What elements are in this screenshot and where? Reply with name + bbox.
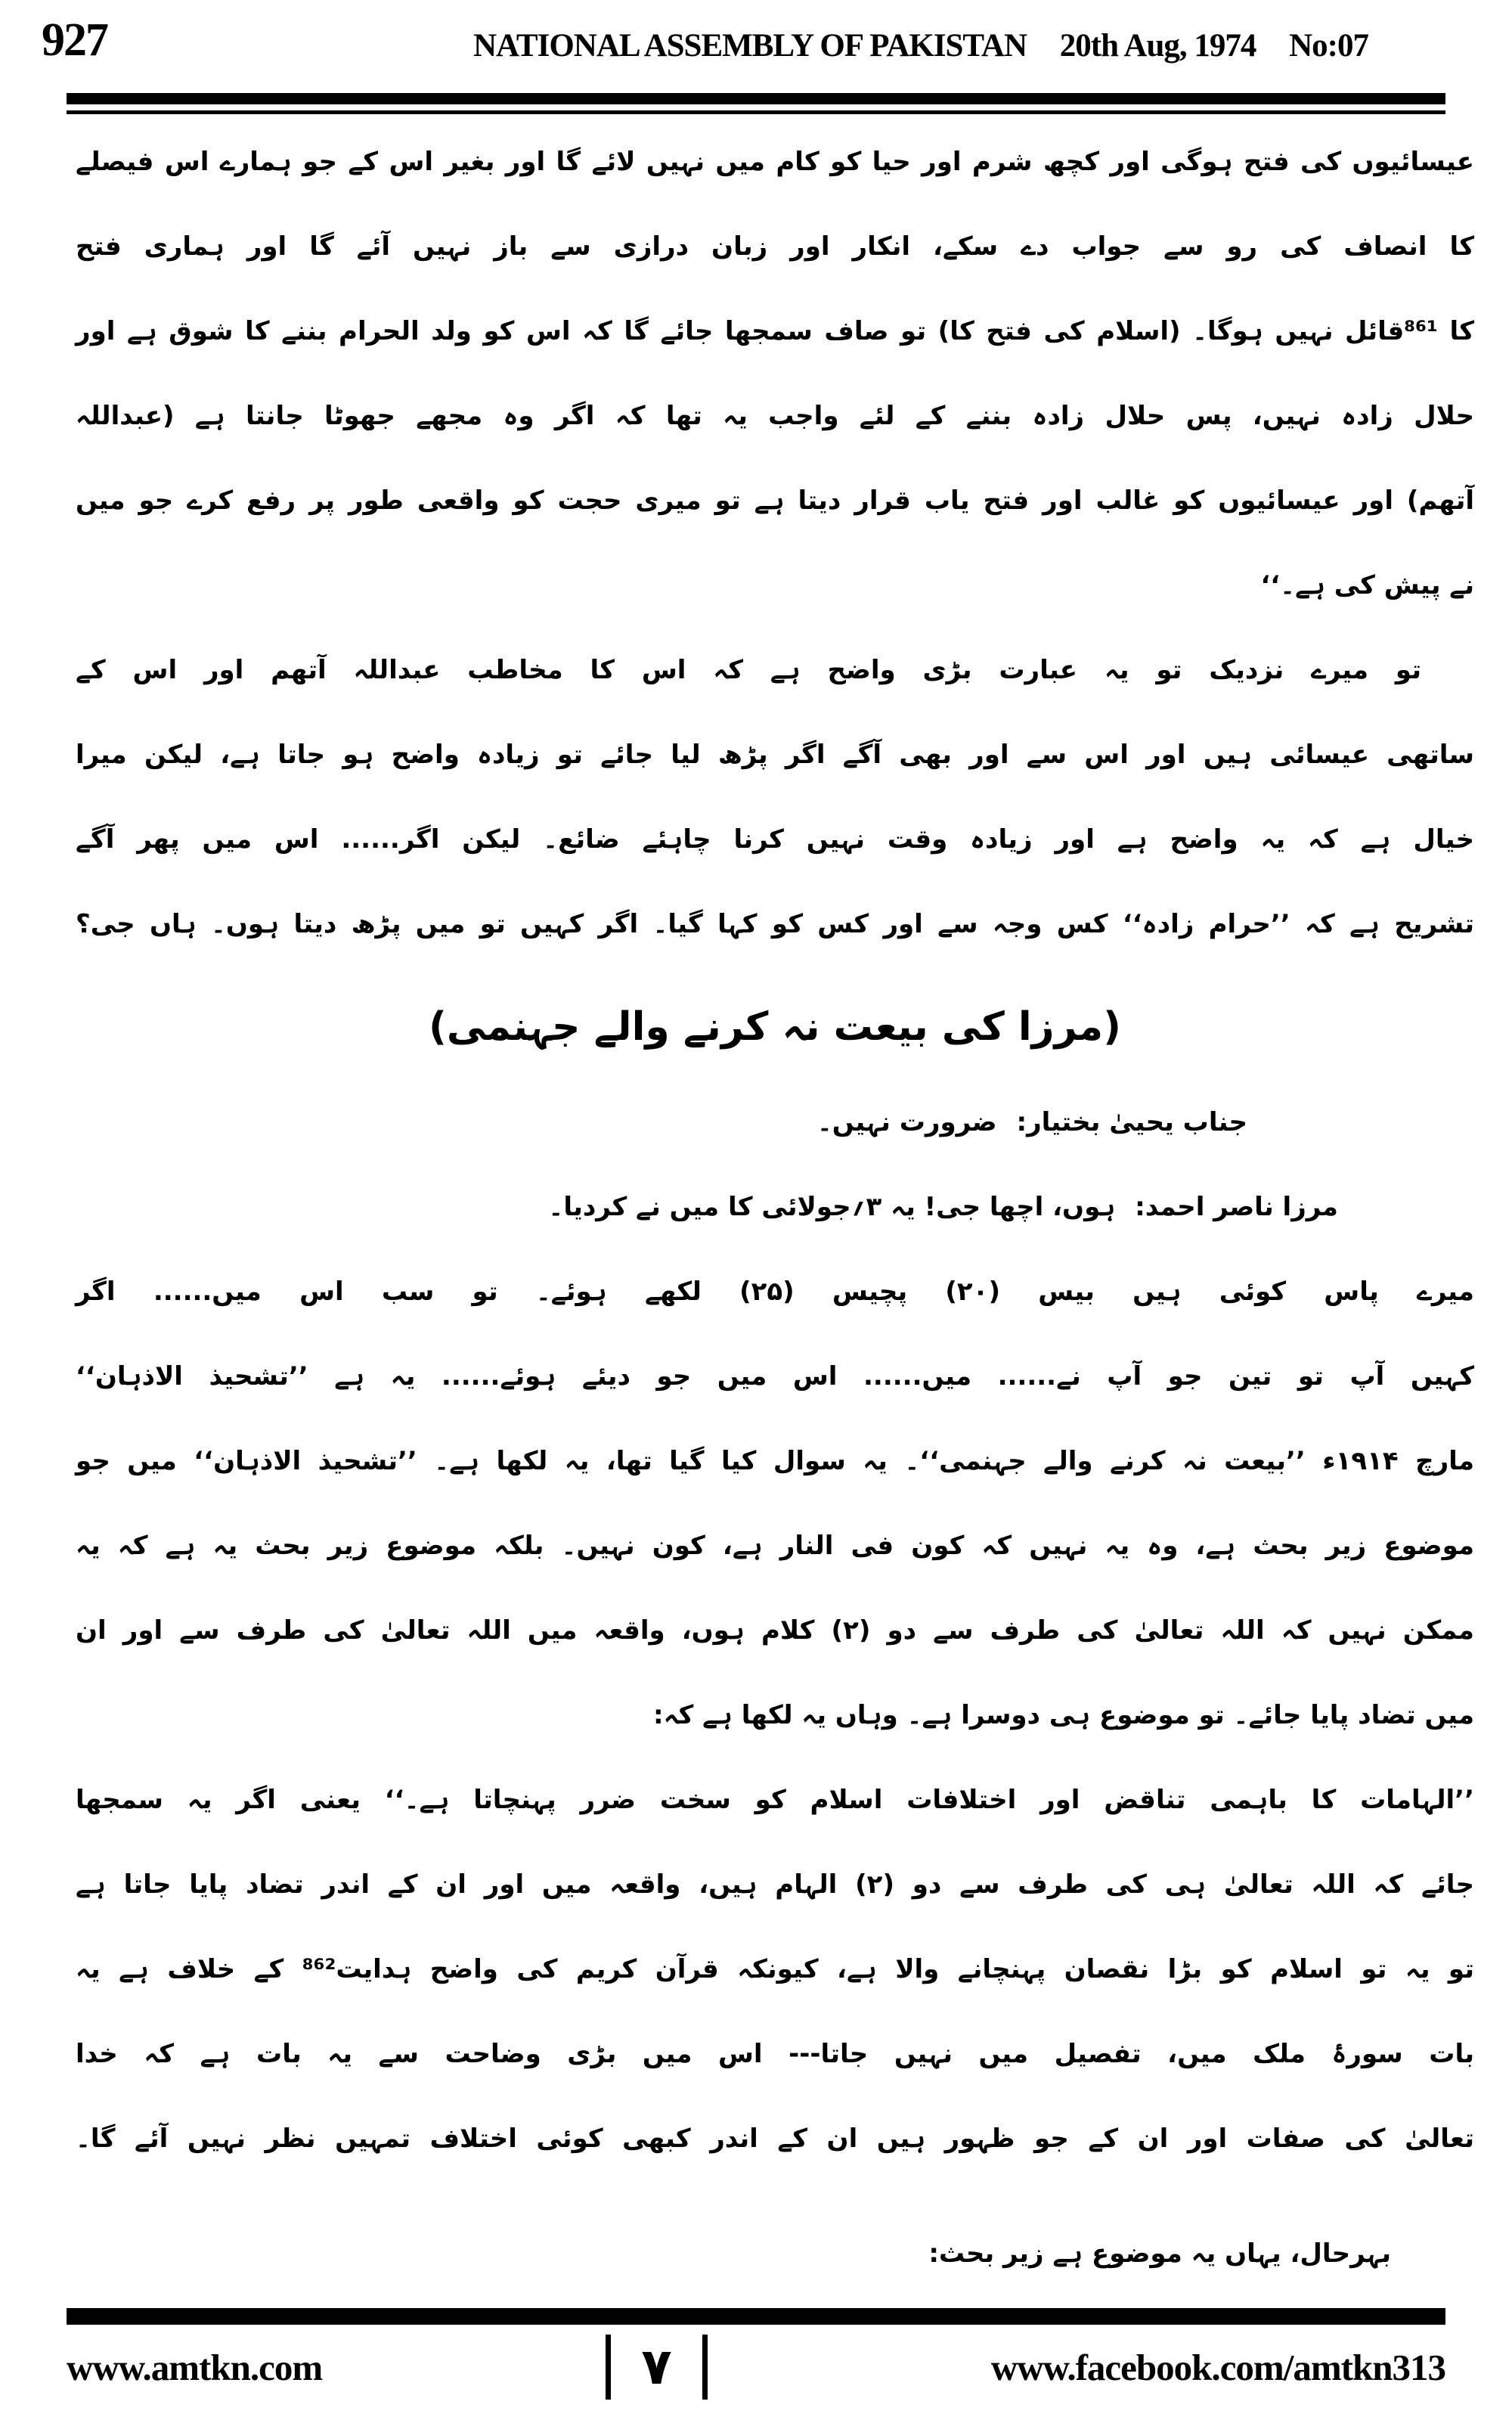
header-rule-thick <box>67 93 1445 104</box>
text-line: ’’الہامات کا باہمی تناقض اور اختلافات اسلام کو سخت ضرر پہنچاتا ہے۔‘‘ یعنی اگر یہ سمجھا <box>76 1785 1474 1815</box>
text-line: تشریح ہے کہ ’’حرام زادہ‘‘ کس وجہ سے اور کس کو کہا گیا۔ اگر کہیں تو میں پڑھ دیتا ہوں۔ ہاں جی؟ <box>76 909 1474 939</box>
separator-bar-left <box>606 2335 611 2400</box>
footer-center <box>606 2335 707 2400</box>
page-header <box>0 0 1512 91</box>
text-line: آتھم) اور عیسائیوں کو غالب اور فتح یاب قرار دیتا ہے تو میری حجت کو واقعی طور پر رفع کرے جو میں <box>76 486 1474 516</box>
page-footer <box>67 2331 1445 2403</box>
text-line: ممکن نہیں کہ اللہ تعالیٰ کی طرف سے دو (۲) کلام ہوں، واقعہ میں اللہ تعالیٰ کی طرف سے اور ان <box>76 1615 1474 1646</box>
closing-line: بہرحال، یہاں یہ موضوع ہے زیر بحث: <box>928 2238 1391 2269</box>
text-line: میرے پاس کوئی ہیں بیس (۲۰) پچیس (۲۵) لکھے ہوئے۔ تو سب اس میں...... اگر <box>76 1277 1474 1307</box>
text-line: کہیں آپ تو تین جو آپ نے...... میں...... اس میں جو دیئے ہوئے...... یہ ہے ’’تشحیذ الاذہان‘‘ <box>76 1361 1474 1392</box>
issue-number: No:07 <box>1289 28 1368 64</box>
page-number: 927 <box>42 14 107 66</box>
text-line: عیسائیوں کی فتح ہوگی اور کچھ شرم اور حیا کو کام میں نہیں لائے گا اور بغیر اس کے جو ہمارے اس فیصلے <box>76 147 1474 177</box>
header-title <box>473 27 1368 64</box>
speaker-line <box>76 1080 1474 1165</box>
body-text <box>76 119 1474 2296</box>
text-line: کا انصاف کی رو سے جواب دے سکے، انکار اور زبان درازی سے باز نہیں آئے گا اور ہماری فتح <box>76 231 1474 262</box>
speaker-text: ہوں، اچھا جی! یہ ۳؍جولائی کا میں نے کردیا۔ <box>548 1192 1116 1222</box>
text-line: تو میرے نزدیک تو یہ عبارت بڑی واضح ہے کہ اس کا مخاطب عبداللہ آتھم اور اس کے <box>76 655 1421 685</box>
text-line: مارچ ۱۹۱۴ء ’’بیعت نہ کرنے والے جہنمی‘‘۔ یہ سوال کیا گیا تھا، یہ لکھا ہے۔ ’’تشحیذ الاذہان‘‘ میں جو <box>76 1446 1474 1476</box>
text-line: خیال ہے کہ یہ واضح ہے اور زیادہ وقت نہیں کرنا چاہئے ضائع۔ لیکن اگر...... اس میں پھر آگے <box>76 824 1474 855</box>
text-line: موضوع زیر بحث ہے، وہ یہ نہیں کہ کون فی النار ہے، کون نہیں۔ بلکہ موضوع زیر بحث یہ ہے کہ یہ <box>76 1531 1474 1561</box>
text-line: میں تضاد پایا جائے۔ تو موضوع ہی دوسرا ہے۔ وہاں یہ لکھا ہے کہ: <box>652 1700 1474 1730</box>
text-line: تعالیٰ کی صفات اور ان کے جو ظہور ہیں ان کے اندر کبھی کوئی اختلاف تمہیں نظر نہیں آئے گا۔ <box>76 2124 1474 2154</box>
text-line: بات سورۂ ملک میں، تفصیل میں نہیں جاتا--- اس میں بڑی وضاحت سے یہ بات ہے کہ خدا <box>76 2039 1474 2069</box>
section-heading: (مرزا کی بیعت نہ کرنے والے جہنمی) <box>429 1004 1121 1050</box>
website-link[interactable]: www.amtkn.com <box>67 2346 323 2388</box>
speaker-name: مرزا ناصر احمد: <box>1135 1192 1338 1222</box>
footer-rule <box>67 2308 1445 2325</box>
speaker-text: ضرورت نہیں۔ <box>816 1107 997 1137</box>
text-line: حلال زادہ نہیں، پس حلال زادہ بننے کے لئے واجب یہ تھا کہ اگر وہ مجھے جھوٹا جانتا ہے (عبداللہ <box>76 401 1474 431</box>
speaker-line <box>76 1165 1474 1249</box>
separator-bar-right <box>702 2335 708 2400</box>
text-line: جائے کہ اللہ تعالیٰ ہی کی طرف سے دو (۲) الہام ہیں، واقعہ میں اور ان کے اندر تضاد پایا جاتا ہے <box>76 1869 1474 1900</box>
urdu-page-number: ۷ <box>641 2338 672 2396</box>
session-date: 20th Aug, 1974 <box>1059 28 1256 64</box>
speaker-name: جناب یحییٰ بختیار: <box>1016 1107 1247 1137</box>
facebook-link[interactable]: www.facebook.com/amtkn313 <box>990 2346 1445 2388</box>
assembly-title: NATIONAL ASSEMBLY OF PAKISTAN <box>473 28 1027 64</box>
header-rule-thin <box>67 110 1445 114</box>
text-line: کا ⁸⁶¹قائل نہیں ہوگا۔ (اسلام کی فتح کا) تو صاف سمجھا جائے گا کہ اس کو ولد الحرام بننے کا شوق ہے اور <box>76 316 1474 346</box>
text-line: تو یہ تو اسلام کو بڑا نقصان پہنچانے والا ہے، کیونکہ قرآن کریم کی واضح ہدایت⁸⁶² کے خلاف ہے یہ <box>76 1954 1475 1984</box>
text-line: نے پیش کی ہے۔‘‘ <box>1260 570 1474 600</box>
text-line: ساتھی عیسائی ہیں اور اس سے اور بھی آگے اگر پڑھ لیا جائے تو زیادہ واضح ہو جاتا ہے، لیکن میرا <box>76 740 1474 770</box>
